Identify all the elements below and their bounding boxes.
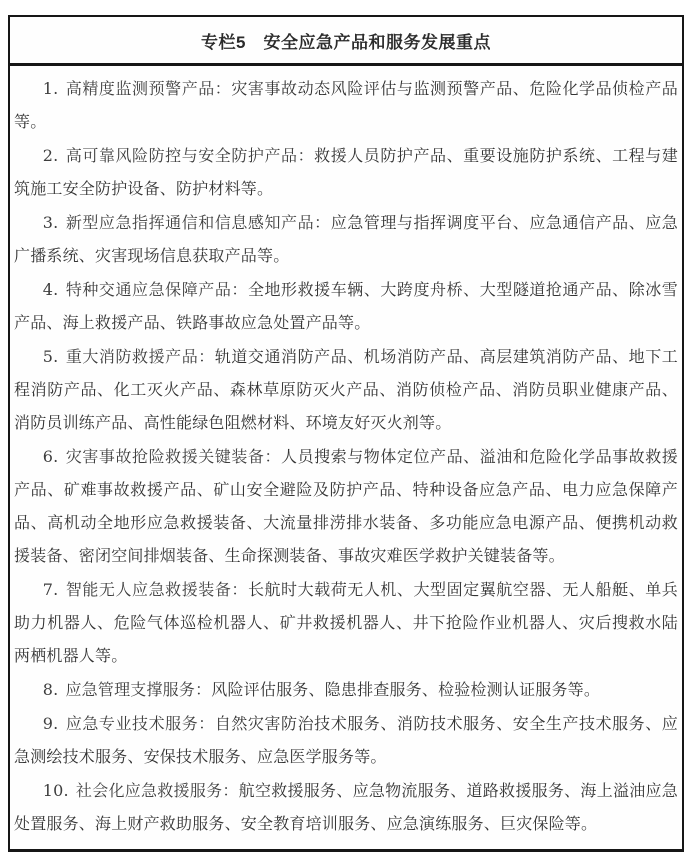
- box-header: [10, 17, 682, 66]
- item-category-label: 社会化应急救援服务：: [75, 781, 239, 800]
- list-item: [14, 573, 678, 673]
- item-category-label: 应急专业技术服务：: [65, 714, 215, 733]
- item-number: 4.: [42, 280, 59, 299]
- item-number: 9.: [42, 714, 59, 733]
- item-number: 1.: [42, 79, 59, 98]
- item-category-label: 智能无人应急救援装备：: [65, 580, 248, 599]
- list-item: [14, 206, 678, 273]
- item-category-label: 灾害事故抢险救援关键装备：: [65, 447, 282, 466]
- item-text: 轨道交通消防产品、机场消防产品、高层建筑消防产品、地下工程消防产品、化工灭火产品、森林草原防灭火产品、消防侦检产品、消防员职业健康产品、消防员训练产品、高性能绿色阻燃材料、环境友好灭火剂等。: [14, 349, 678, 432]
- item-text: 人员搜索与物体定位产品、溢油和危险化学品事故救援产品、矿难事故救援产品、矿山安全避险及防护产品、特种设备应急产品、电力应急保障产品、高机动全地形应急救援装备、大流量排涝排水装备、多功能应急电源产品、便携机动救援装备、密闭空间排烟装备、生命探测装备、事故灾难医学救护关键装备等。: [14, 449, 678, 565]
- item-text: 救援人员防护产品、重要设施防护系统、工程与建筑施工安全防护设备、防护材料等。: [14, 148, 678, 198]
- callout-box: [8, 15, 684, 852]
- list-item: [14, 673, 678, 707]
- item-category-label: 应急管理支撑服务：: [65, 680, 212, 699]
- list-item: [14, 273, 678, 340]
- item-number: 10.: [42, 781, 69, 800]
- item-category-label: 新型应急指挥通信和信息感知产品：: [65, 213, 331, 232]
- box-content: [10, 66, 682, 849]
- item-category-label: 特种交通应急保障产品：: [65, 280, 248, 299]
- item-text: 应急管理与指挥调度平台、应急通信产品、应急广播系统、灾害现场信息获取产品等。: [14, 215, 678, 265]
- item-category-label: 高精度监测预警产品：: [65, 79, 232, 98]
- item-text: 风险评估服务、隐患排查服务、检验检测认证服务等。: [211, 682, 601, 699]
- item-number: 5.: [42, 347, 59, 366]
- item-category-label: 重大消防救援产品：: [65, 347, 215, 366]
- item-text: 长航时大载荷无人机、大型固定翼航空器、无人船艇、单兵助力机器人、危险气体巡检机器人、矿井救援机器人、井下抢险作业机器人、灾后搜救水陆两栖机器人等。: [14, 582, 679, 665]
- item-number: 6.: [42, 447, 59, 466]
- item-number: 2.: [42, 146, 59, 165]
- item-text: 全地形救援车辆、大跨度舟桥、大型隧道抢通产品、除冰雪产品、海上救援产品、铁路事故应急处置产品等。: [14, 282, 679, 332]
- list-item: [14, 707, 678, 774]
- item-text: 灾害事故动态风险评估与监测预警产品、危险化学品侦检产品等。: [14, 81, 678, 131]
- list-item: [14, 139, 678, 206]
- list-item: [14, 340, 678, 440]
- item-number: 8.: [42, 680, 59, 699]
- item-text: 航空救援服务、应急物流服务、道路救援服务、海上溢油应急处置服务、海上财产救助服务、安全教育培训服务、应急演练服务、巨灾保险等。: [14, 783, 678, 833]
- box-title: 专栏5 安全应急产品和服务发展重点: [201, 32, 491, 52]
- list-item: [14, 72, 678, 139]
- item-number: 7.: [42, 580, 59, 599]
- item-number: 3.: [42, 213, 59, 232]
- list-item: [14, 774, 678, 841]
- item-category-label: 高可靠风险防控与安全防护产品：: [65, 146, 315, 165]
- item-text: 自然灾害防治技术服务、消防技术服务、安全生产技术服务、应急测绘技术服务、安保技术服务、应急医学服务等。: [14, 716, 678, 766]
- list-item: [14, 440, 678, 573]
